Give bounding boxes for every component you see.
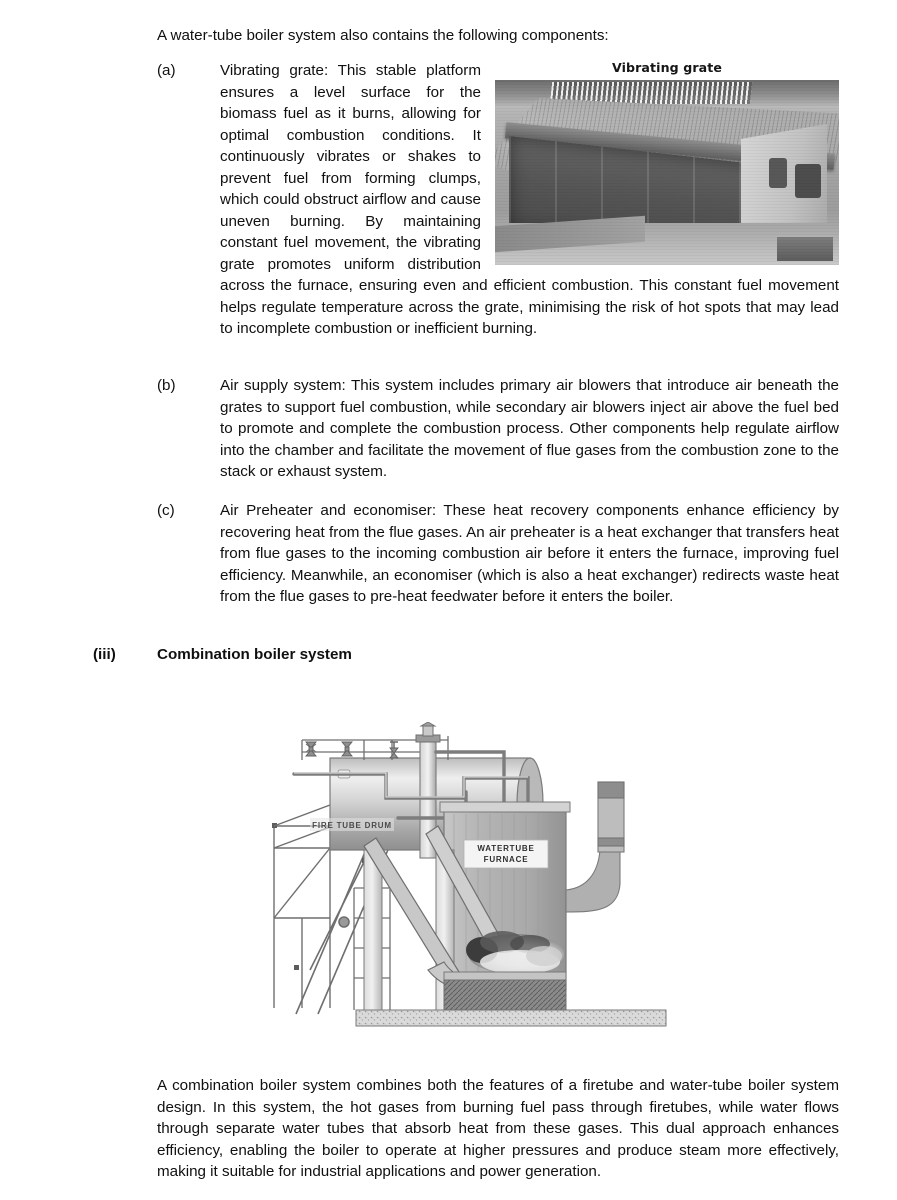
component-text-c: Air Preheater and economiser: These heat recovery components enhance efficiency by recovering heat from the flue gases. An air preheater is a heat exchanger that transfers heat from flue gases to the incoming combustion air before it enters the furnace, improving fuel efficiency. Meanwhile, an economiser (which is also a heat exchanger) redirects waste heat from the flue gases to pre-heat feedwater before it enters the boiler. [220, 502, 839, 605]
component-marker-c: (c) [157, 502, 175, 519]
closing-paragraph: A combination boiler system combines both the features of a firetube and water-tube boiler system design. In this system, the hot gases from burning fuel pass through firetubes, while water flows through separate water tubes that absorb heat from these gases. This dual approach enhances efficiency, enabling the boiler to operate at higher pressures and produce steam more effectively, making it suitable for industrial applications and power generation. [157, 1077, 839, 1181]
vibrating-grate-photo [495, 80, 839, 265]
intro-paragraph: A water-tube boiler system also contains the following components: [157, 27, 609, 45]
diagram-foundation [356, 1010, 666, 1026]
label-watertube-furnace-line1: WATERTUBE [477, 844, 535, 853]
diagram-access-scaffold [272, 823, 333, 1008]
combination-boiler-diagram [268, 722, 668, 1034]
component-marker-a: (a) [157, 62, 176, 79]
grate-access-panel [795, 164, 821, 198]
component-marker-b: (b) [157, 377, 176, 394]
component-item-c [157, 500, 839, 608]
subheading-marker: (iii) [93, 646, 116, 663]
label-fire-tube-drum: FIRE TUBE DRUM [312, 821, 392, 830]
grate-access-panel-small [769, 158, 787, 188]
component-body-a [220, 60, 839, 340]
component-text-a: Vibrating grate: This stable platform ensures a level surface for the biomass fuel as it burns, allowing for optimal combustion conditions. It continuously vibrates or shakes to prevent fuel from forming clumps, which could obstruct airflow and cause uneven burning. By maintaining constant fuel movement, the vibrating grate promotes uniform distribution across the furnace, ensuring even and efficient combustion. This constant fuel movement helps regulate temperature across the grate, minimising the risk of hot spots that may lead to incomplete combustion or inefficient burning. [220, 62, 839, 337]
subheading-combination-boiler [93, 644, 793, 665]
photo-foreground-block [777, 237, 833, 261]
figure-caption: Vibrating grate [611, 60, 723, 75]
diagram-grate-and-ash-hopper [444, 972, 566, 1010]
subheading-title: Combination boiler system [157, 646, 352, 663]
component-item-a [157, 60, 839, 340]
component-item-b [157, 375, 839, 483]
label-watertube-furnace-line2: FURNACE [483, 855, 529, 864]
diagram-drum-valves [306, 742, 398, 758]
diagram-flue-outlet-duct [566, 782, 624, 912]
vibrating-grate-figure [495, 60, 839, 265]
component-text-b: Air supply system: This system includes primary air blowers that introduce air beneath the grates to support fuel combustion, while secondary air blowers inject air above the fuel bed to promote and complete the combustion process. Other components help regulate airflow into the chamber and facilitate the movement of flue gases from the combustion zone to the stack or exhaust system. [220, 377, 839, 480]
